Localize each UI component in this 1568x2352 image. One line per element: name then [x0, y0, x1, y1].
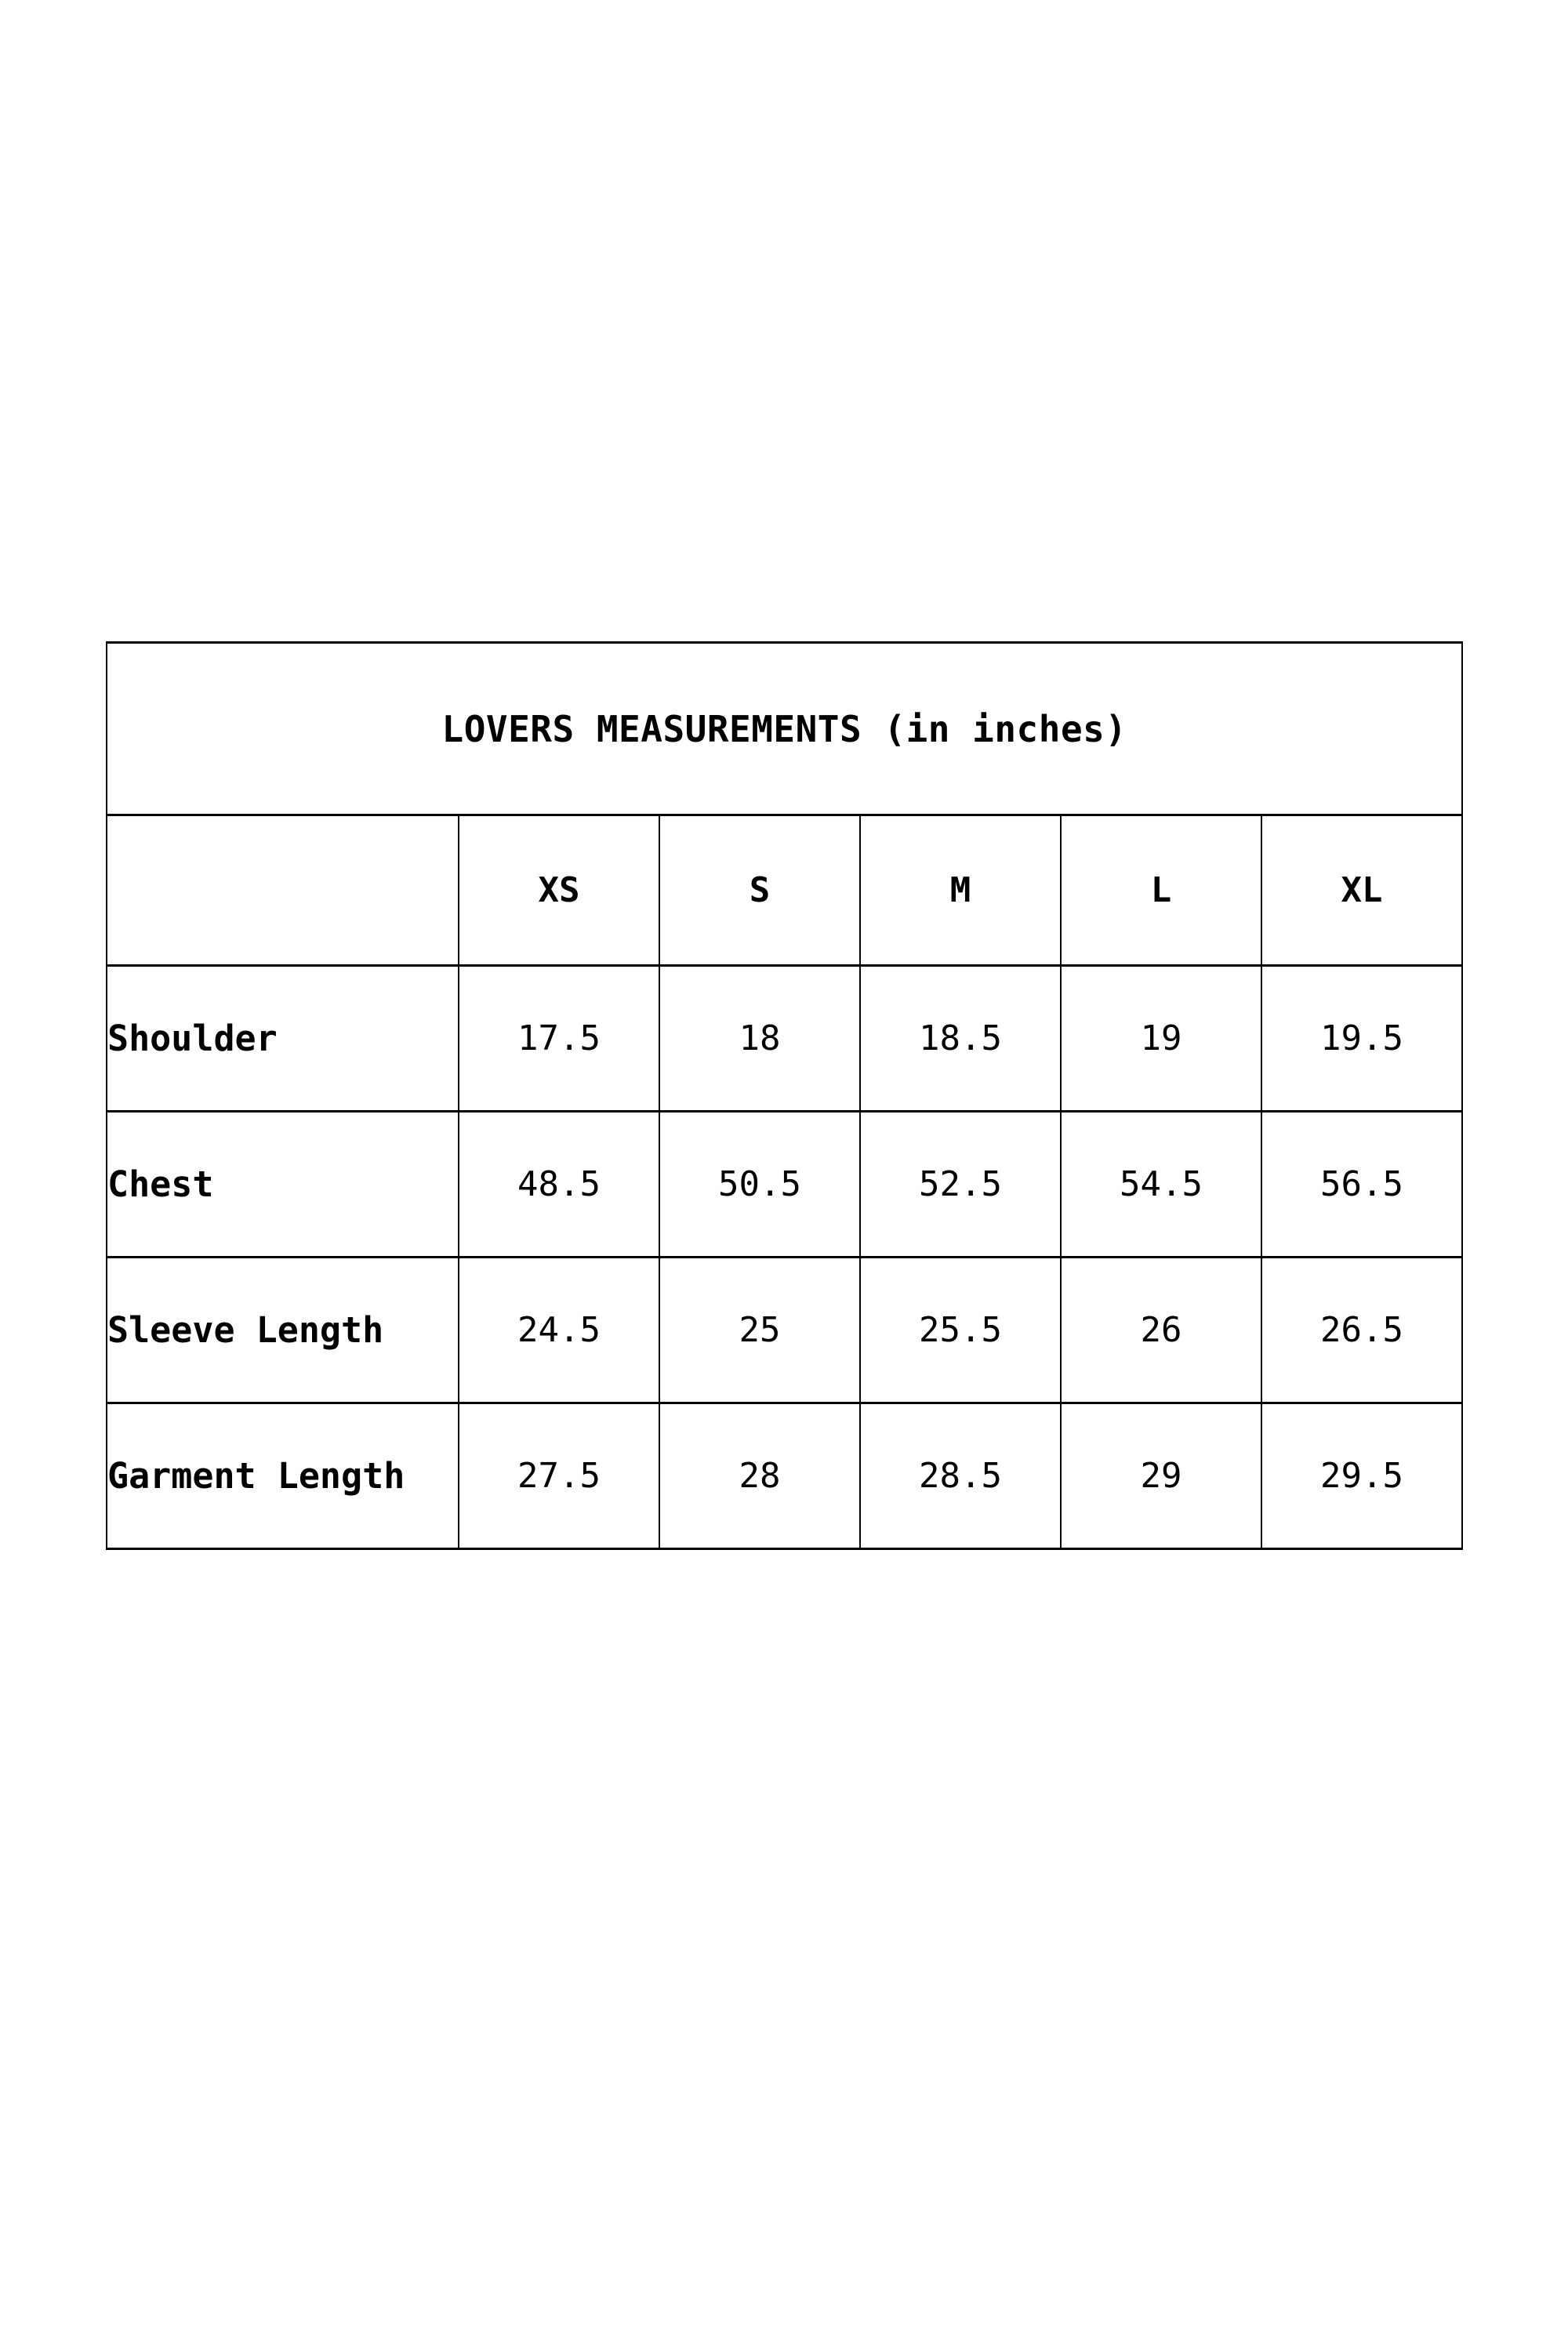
table-cell: 50.5	[659, 1112, 860, 1258]
table-cell: 17.5	[459, 966, 659, 1112]
table-row-chest	[107, 1112, 1462, 1258]
row-label: Chest	[107, 1112, 459, 1258]
table-cell: 28.5	[860, 1403, 1061, 1549]
table-cell: 25	[659, 1258, 860, 1403]
table-row-shoulder	[107, 966, 1462, 1112]
row-label: Garment Length	[107, 1403, 459, 1549]
table-cell: 19.5	[1261, 966, 1462, 1112]
table-header-row	[107, 815, 1462, 966]
row-label: Shoulder	[107, 966, 459, 1112]
table-cell: 18	[659, 966, 860, 1112]
table-cell: 28	[659, 1403, 860, 1549]
table-cell: 29.5	[1261, 1403, 1462, 1549]
table-cell: 48.5	[459, 1112, 659, 1258]
table-cell: 26.5	[1261, 1258, 1462, 1403]
column-header-blank	[107, 815, 459, 966]
table-cell: 25.5	[860, 1258, 1061, 1403]
size-chart-table	[106, 641, 1463, 1550]
column-header-l: L	[1061, 815, 1261, 966]
column-header-m: M	[860, 815, 1061, 966]
table-cell: 56.5	[1261, 1112, 1462, 1258]
table-cell: 54.5	[1061, 1112, 1261, 1258]
table-title: LOVERS MEASUREMENTS (in inches)	[107, 643, 1462, 815]
table-cell: 52.5	[860, 1112, 1061, 1258]
table-row-garment-length	[107, 1403, 1462, 1549]
table-row-sleeve-length	[107, 1258, 1462, 1403]
table-cell: 27.5	[459, 1403, 659, 1549]
table-cell: 24.5	[459, 1258, 659, 1403]
table-cell: 19	[1061, 966, 1261, 1112]
column-header-xs: XS	[459, 815, 659, 966]
column-header-s: S	[659, 815, 860, 966]
table-cell: 18.5	[860, 966, 1061, 1112]
column-header-xl: XL	[1261, 815, 1462, 966]
table-cell: 29	[1061, 1403, 1261, 1549]
table-title-row	[107, 643, 1462, 815]
row-label: Sleeve Length	[107, 1258, 459, 1403]
table-cell: 26	[1061, 1258, 1261, 1403]
